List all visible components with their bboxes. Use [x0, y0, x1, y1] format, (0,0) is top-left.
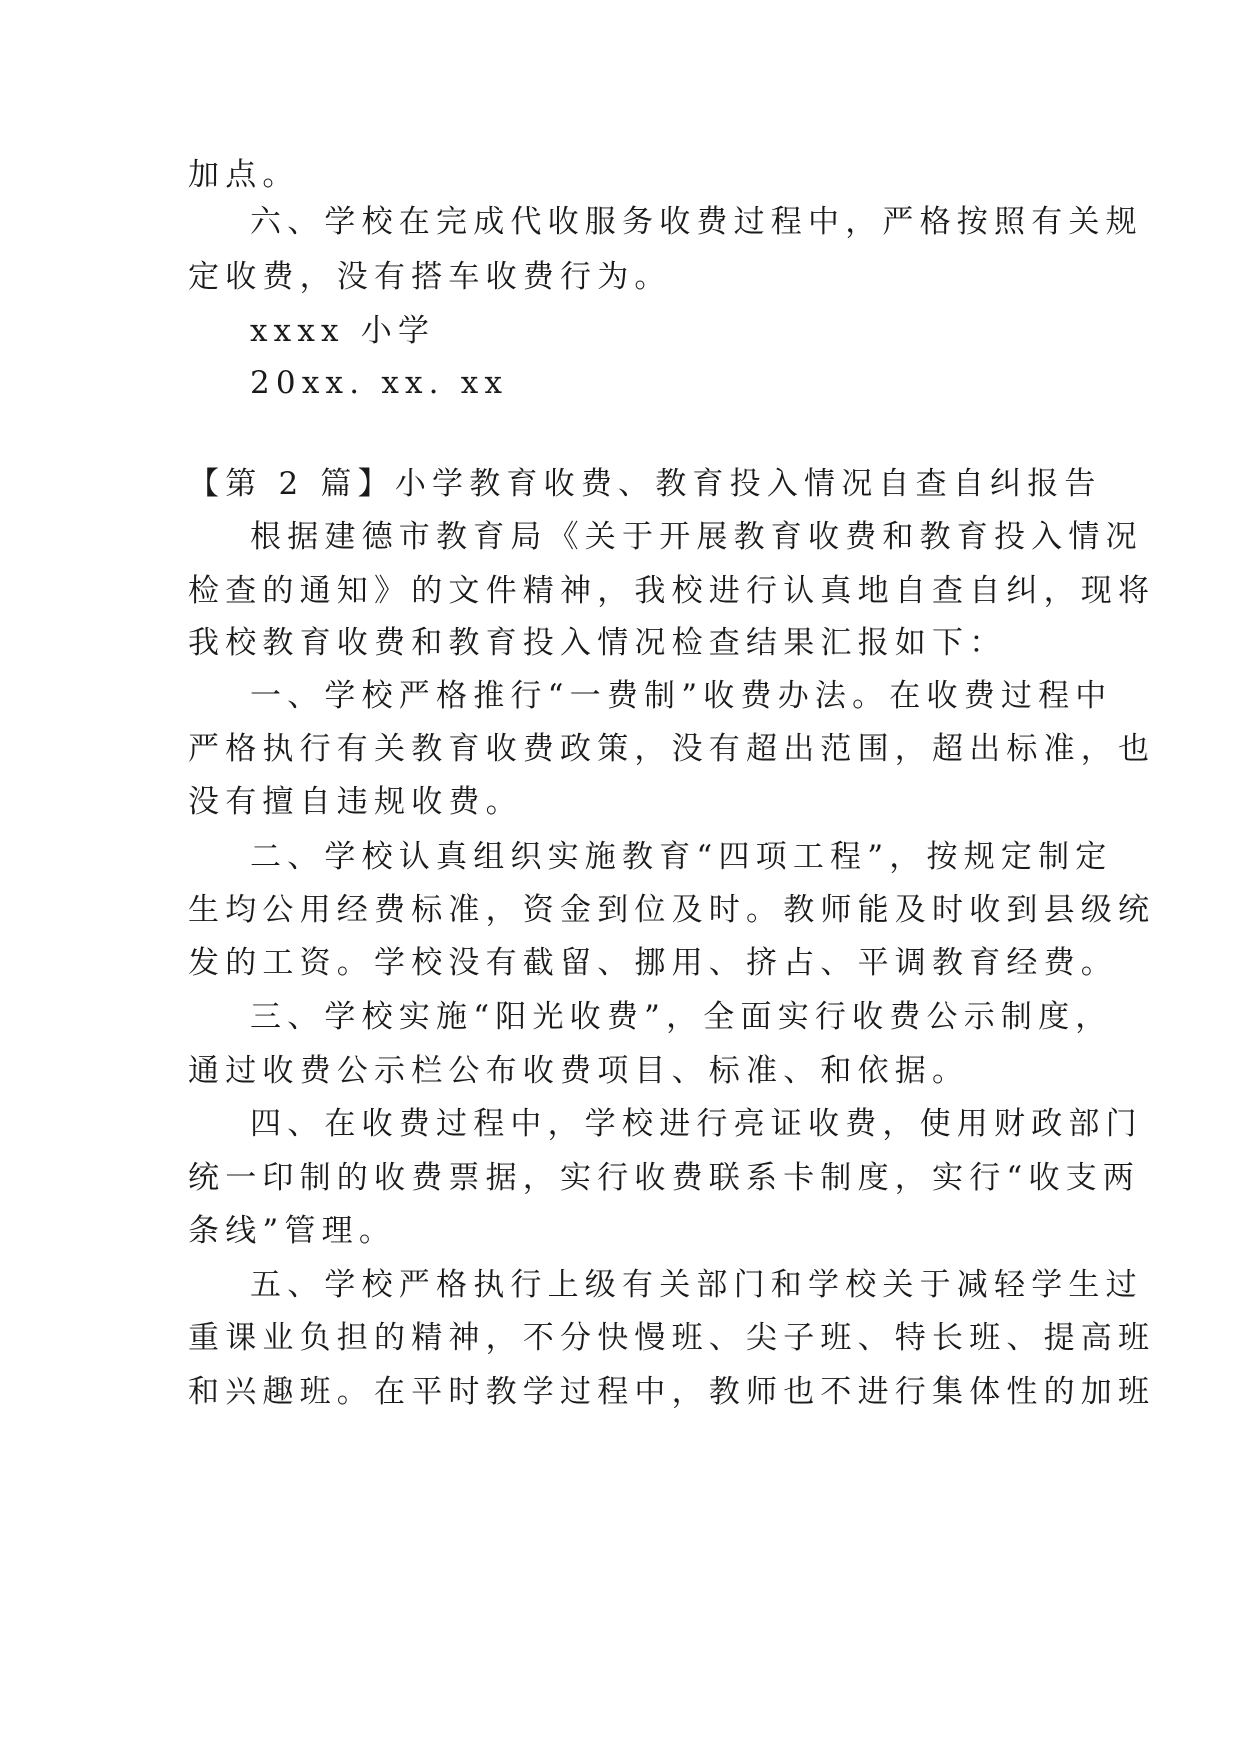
item-one-line-2: 严格执行有关教育收费政策，没有超出范围，超出标准，也	[188, 731, 1156, 767]
paragraph-continuation: 加点。	[188, 157, 300, 193]
item-six-line-1: 六、学校在完成代收服务收费过程中，严格按照有关规	[250, 204, 1143, 240]
item-five-line-1: 五、学校严格执行上级有关部门和学校关于减轻学生过	[250, 1267, 1143, 1303]
item-four-line-2: 统一印制的收费票据，实行收费联系卡制度，实行“收支两	[188, 1160, 1141, 1196]
item-four-line-3: 条线”管理。	[188, 1213, 397, 1249]
item-one-line-1: 一、学校严格推行“一费制”收费办法。在收费过程中	[250, 678, 1113, 714]
item-four-line-1: 四、在收费过程中，学校进行亮证收费，使用财政部门	[250, 1106, 1143, 1142]
item-three-line-1: 三、学校实施“阳光收费”，全面实行收费公示制度，	[250, 999, 1113, 1035]
intro-line-1: 根据建德市教育局《关于开展教育收费和教育投入情况	[250, 519, 1143, 555]
item-two-line-2: 生均公用经费标准，资金到位及时。教师能及时收到县级统	[188, 892, 1156, 928]
signature-date: 20xx. xx. xx	[250, 365, 509, 401]
item-one-line-3: 没有擅自违规收费。	[188, 784, 523, 820]
item-two-line-3: 发的工资。学校没有截留、挪用、挤占、平调教育经费。	[188, 945, 1118, 981]
intro-line-3: 我校教育收费和教育投入情况检查结果汇报如下：	[188, 625, 1007, 661]
intro-line-2: 检查的通知》的文件精神，我校进行认真地自查自纠，现将	[188, 573, 1156, 609]
section-heading: 【第 2 篇】小学教育收费、教育投入情况自查自纠报告	[188, 466, 1102, 502]
item-six-line-2: 定收费，没有搭车收费行为。	[188, 259, 672, 295]
item-five-line-2: 重课业负担的精神，不分快慢班、尖子班、特长班、提高班	[188, 1320, 1156, 1356]
item-three-line-2: 通过收费公示栏公布收费项目、标准、和依据。	[188, 1053, 970, 1089]
signature-school: xxxx 小学	[250, 313, 436, 349]
item-two-line-1: 二、学校认真组织实施教育“四项工程”，按规定制定	[250, 839, 1113, 875]
item-five-line-3: 和兴趣班。在平时教学过程中，教师也不进行集体性的加班	[188, 1374, 1156, 1410]
